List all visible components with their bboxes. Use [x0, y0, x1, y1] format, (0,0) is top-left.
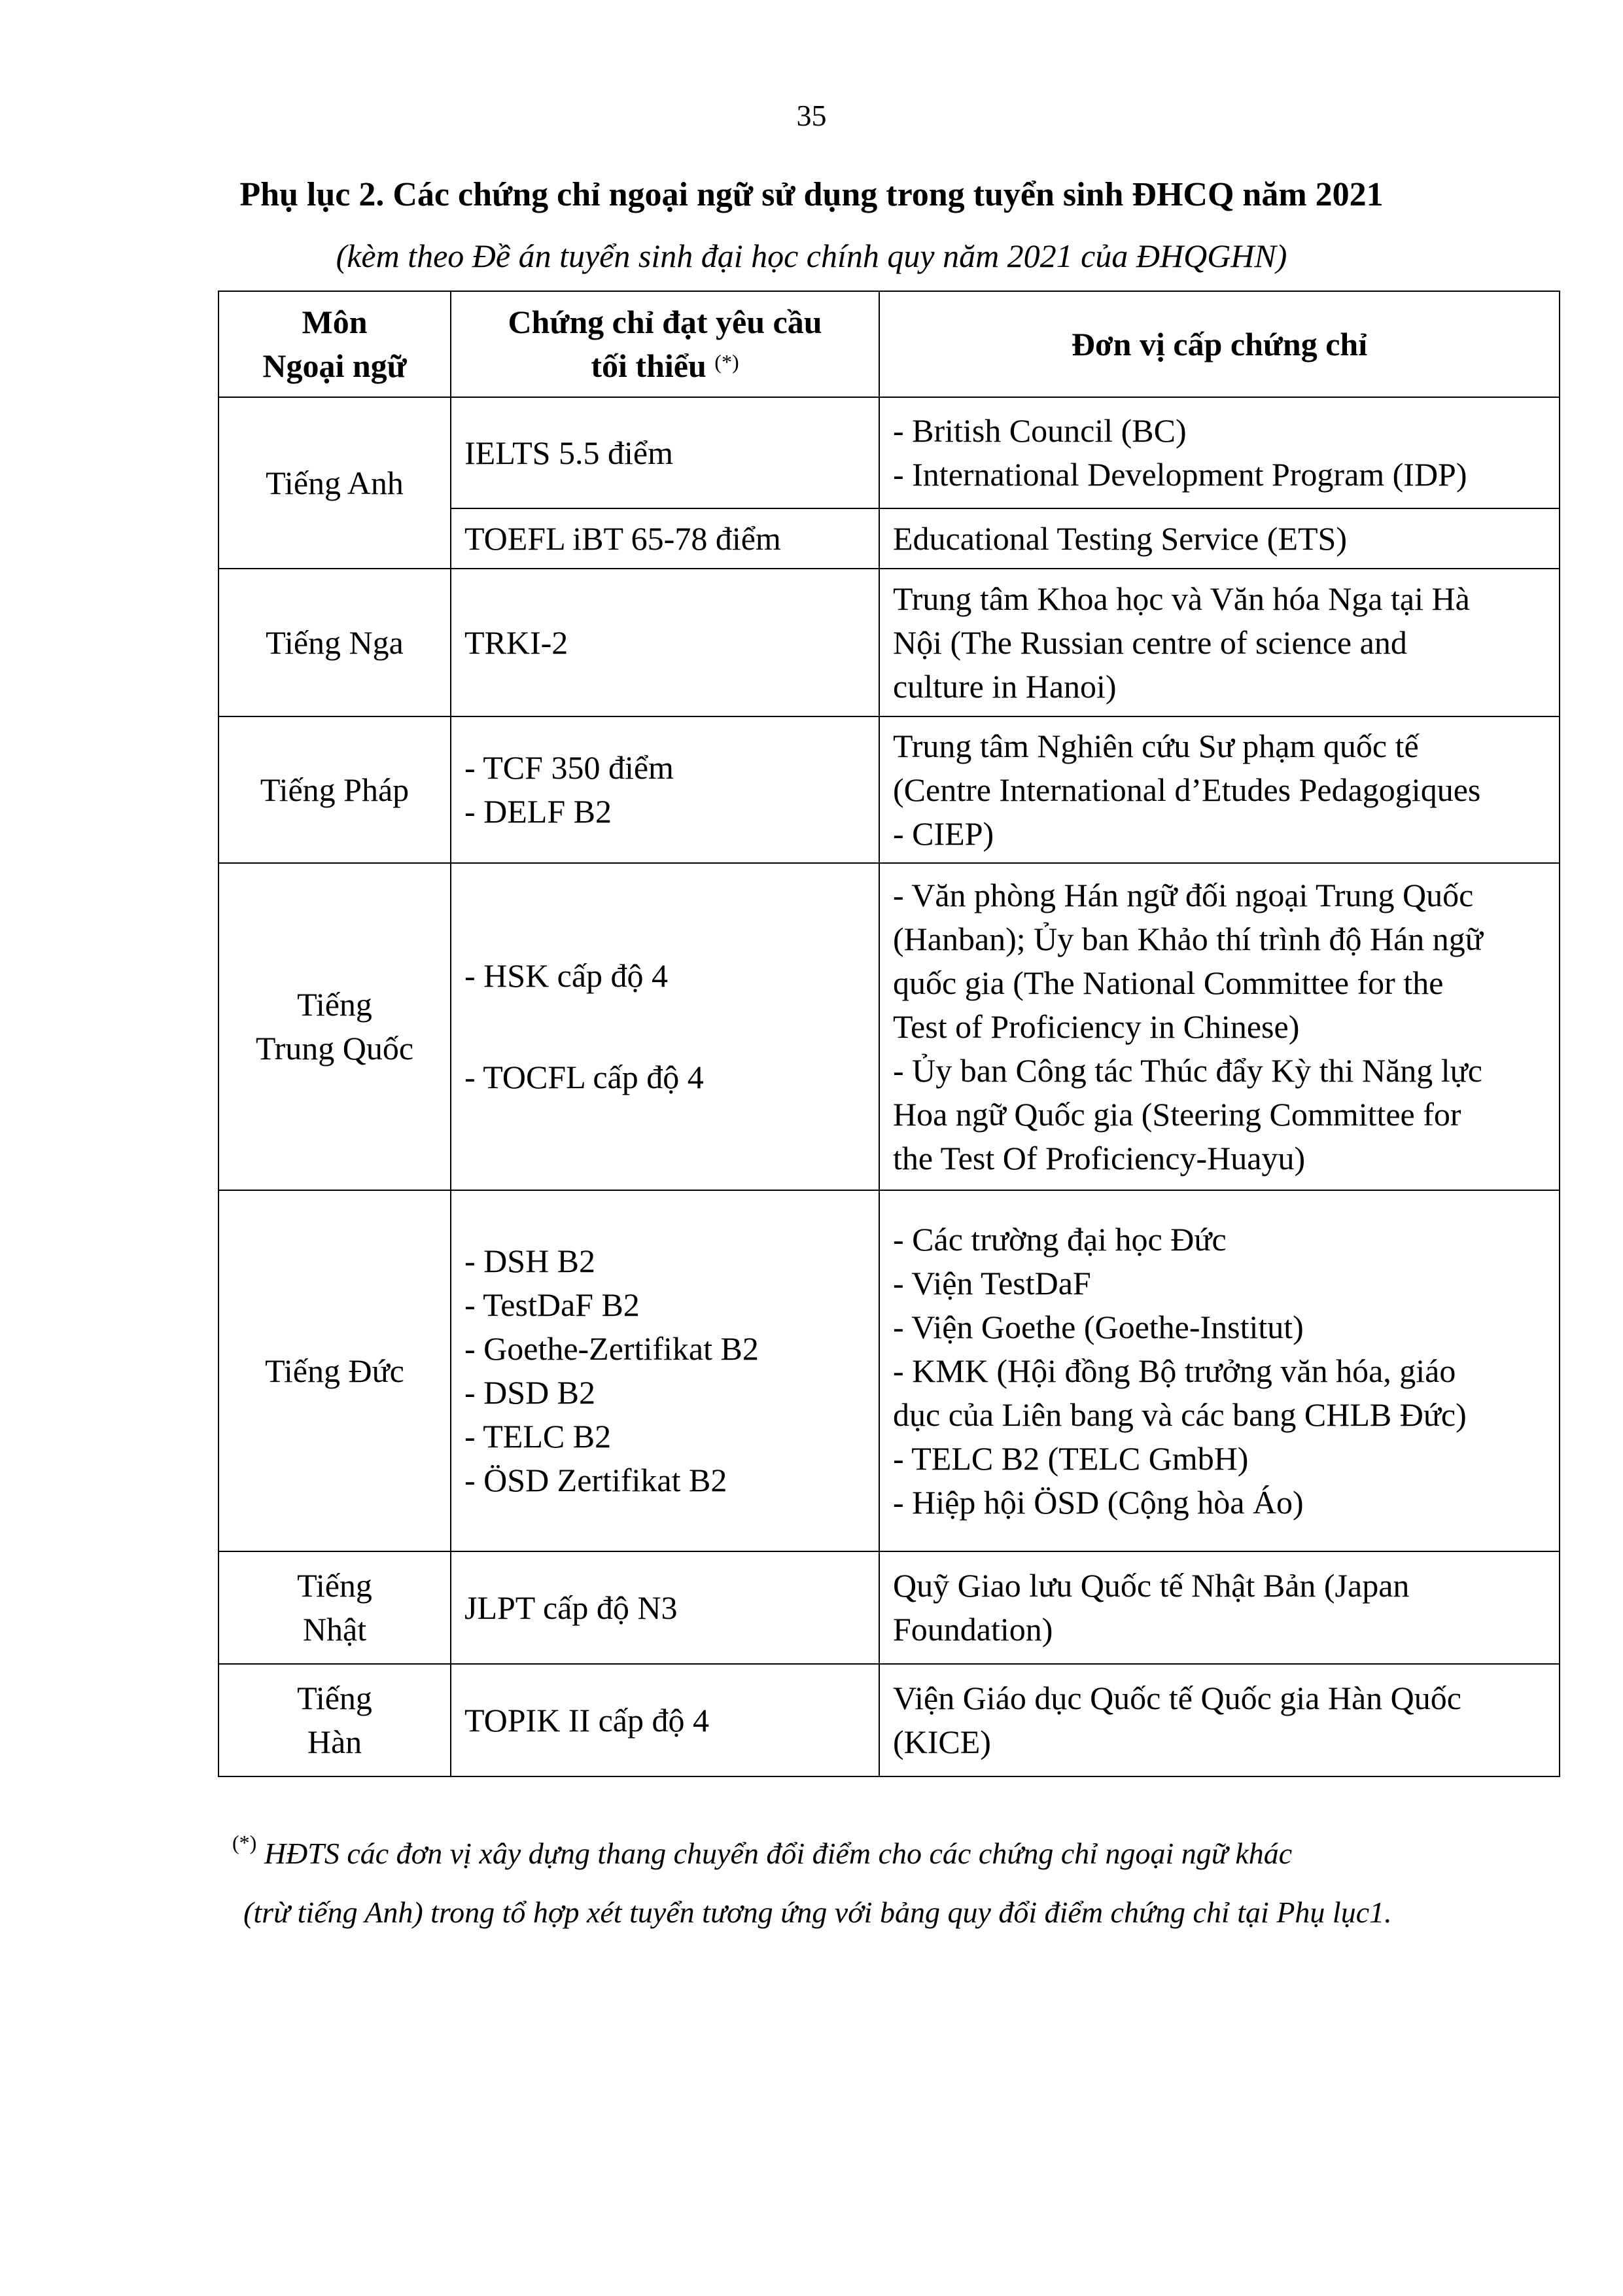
language-cell: Tiếng Anh	[218, 397, 451, 569]
language-line: Hàn	[307, 1723, 362, 1760]
certificate-cell	[451, 863, 879, 1190]
issuer-cell	[879, 1551, 1560, 1664]
table-header-row	[218, 291, 1560, 397]
certificate-line: - DSH B2	[464, 1243, 596, 1279]
issuer-line: Quỹ Giao lưu Quốc tế Nhật Bản (Japan	[893, 1567, 1410, 1604]
issuer-cell	[879, 863, 1560, 1190]
header-certificate-text: tối thiểu	[591, 347, 715, 384]
certificate-line: - TELC B2	[464, 1418, 612, 1455]
issuer-line: - Ủy ban Công tác Thúc đẩy Kỳ thi Năng lực	[893, 1051, 1482, 1089]
issuer-line: Hoa ngữ Quốc gia (Steering Committee for	[893, 1095, 1461, 1133]
footnote-line: (trừ tiếng Anh) trong tổ hợp xét tuyển tương ứng với bảng quy đổi điểm chứng chỉ tại Phụ lục1.	[243, 1896, 1392, 1929]
issuer-line: the Test Of Proficiency-Huayu)	[893, 1139, 1306, 1176]
language-line: Nhật	[302, 1611, 367, 1648]
language-line: Tiếng	[297, 986, 372, 1023]
page-subtitle: (kèm theo Đề án tuyển sinh đại học chính quy năm 2021 của ĐHQGHN)	[336, 238, 1287, 274]
issuer-cell	[879, 397, 1560, 508]
certificate-cell: IELTS 5.5 điểm	[451, 397, 879, 508]
header-language	[218, 291, 451, 397]
issuer-line: - Viện TestDaF	[893, 1264, 1091, 1301]
certificate-cell: JLPT cấp độ N3	[451, 1551, 879, 1664]
table-row	[218, 1664, 1560, 1776]
issuer-line: Viện Giáo dục Quốc tế Quốc gia Hàn Quốc	[893, 1680, 1461, 1716]
issuer-line: - Viện Goethe (Goethe-Institut)	[893, 1308, 1304, 1345]
language-line: Trung Quốc	[255, 1030, 414, 1067]
language-cell: Tiếng Pháp	[218, 716, 451, 863]
table-row	[218, 1551, 1560, 1664]
issuer-line: - CIEP)	[893, 815, 994, 852]
footnote-mark: (*)	[232, 1831, 257, 1854]
language-cell	[218, 863, 451, 1190]
certificate-cell	[451, 716, 879, 863]
certificate-line: - HSK cấp độ 4	[464, 957, 669, 994]
certificate-line: - ÖSD Zertifikat B2	[464, 1462, 727, 1498]
language-line: Tiếng	[297, 1680, 372, 1716]
page-title: Phụ lục 2. Các chứng chỉ ngoại ngữ sử dụng trong tuyển sinh ĐHCQ năm 2021	[239, 176, 1384, 213]
table-row	[218, 716, 1560, 863]
issuer-line: - Hiệp hội ÖSD (Cộng hòa Áo)	[893, 1483, 1304, 1521]
certificate-cell	[451, 1190, 879, 1551]
header-certificate-line: Chứng chỉ đạt yêu cầu	[508, 304, 822, 340]
header-language-line: Ngoại ngữ	[262, 347, 407, 384]
certificate-line: - Goethe-Zertifikat B2	[464, 1330, 759, 1367]
header-language-line: Môn	[302, 304, 368, 340]
issuer-line: Trung tâm Nghiên cứu Sư phạm quốc tế	[893, 727, 1419, 764]
certificate-line: - TOCFL cấp độ 4	[464, 1059, 704, 1095]
language-line: Tiếng	[297, 1567, 372, 1604]
issuer-line: culture in Hanoi)	[893, 667, 1117, 705]
certificate-line: - TCF 350 điểm	[464, 749, 674, 786]
table-row	[218, 569, 1560, 716]
issuer-line: dục của Liên bang và các bang CHLB Đức)	[893, 1396, 1467, 1433]
issuer-line: (KICE)	[893, 1723, 991, 1760]
issuer-line: Nội (The Russian centre of science and	[893, 624, 1407, 661]
language-cell	[218, 1551, 451, 1664]
issuer-line: quốc gia (The National Committee for the	[893, 964, 1444, 1001]
footnote-reference-mark: (*)	[714, 350, 739, 374]
issuer-cell	[879, 716, 1560, 863]
language-cell	[218, 1664, 451, 1776]
footnote-text: HĐTS các đơn vị xây dựng thang chuyển đổi điểm cho các chứng chỉ ngoại ngữ khác	[256, 1837, 1293, 1870]
issuer-line: Test of Proficiency in Chinese)	[893, 1008, 1300, 1045]
certificate-table	[218, 291, 1560, 1777]
table-row	[218, 397, 1560, 508]
header-issuer: Đơn vị cấp chứng chỉ	[879, 291, 1560, 397]
page-number: 35	[796, 99, 827, 132]
table-row	[218, 1190, 1560, 1551]
issuer-line: - KMK (Hội đồng Bộ trưởng văn hóa, giáo	[893, 1352, 1456, 1389]
certificate-cell: TRKI-2	[451, 569, 879, 716]
certificate-line: - TestDaF B2	[464, 1286, 640, 1323]
issuer-cell: Educational Testing Service (ETS)	[879, 508, 1560, 569]
issuer-line: - Văn phòng Hán ngữ đối ngoại Trung Quốc	[893, 876, 1474, 913]
issuer-line: - British Council (BC)	[893, 412, 1187, 449]
issuer-line: (Hanban); Ủy ban Khảo thí trình độ Hán ngữ	[893, 920, 1483, 957]
issuer-line: - International Development Program (IDP)	[893, 456, 1467, 493]
issuer-line: - Các trường đại học Đức	[893, 1220, 1227, 1258]
certificate-line: - DSD B2	[464, 1374, 596, 1411]
issuer-line: Foundation)	[893, 1611, 1053, 1648]
issuer-line: (Centre International d’Etudes Pedagogiques	[893, 771, 1481, 808]
certificate-cell: TOPIK II cấp độ 4	[451, 1664, 879, 1776]
issuer-line: - TELC B2 (TELC GmbH)	[893, 1439, 1249, 1477]
language-cell: Tiếng Nga	[218, 569, 451, 716]
issuer-cell	[879, 1664, 1560, 1776]
spacer	[464, 998, 865, 1055]
header-certificate	[451, 291, 879, 397]
header-certificate-line	[464, 344, 865, 388]
certificate-cell: TOEFL iBT 65-78 điểm	[451, 508, 879, 569]
certificate-line: - DELF B2	[464, 793, 612, 830]
issuer-line: Trung tâm Khoa học và Văn hóa Nga tại Hà	[893, 580, 1470, 617]
issuer-cell	[879, 1190, 1560, 1551]
footnote-line	[232, 1831, 1573, 1871]
language-cell: Tiếng Đức	[218, 1190, 451, 1551]
issuer-cell	[879, 569, 1560, 716]
table-row	[218, 863, 1560, 1190]
